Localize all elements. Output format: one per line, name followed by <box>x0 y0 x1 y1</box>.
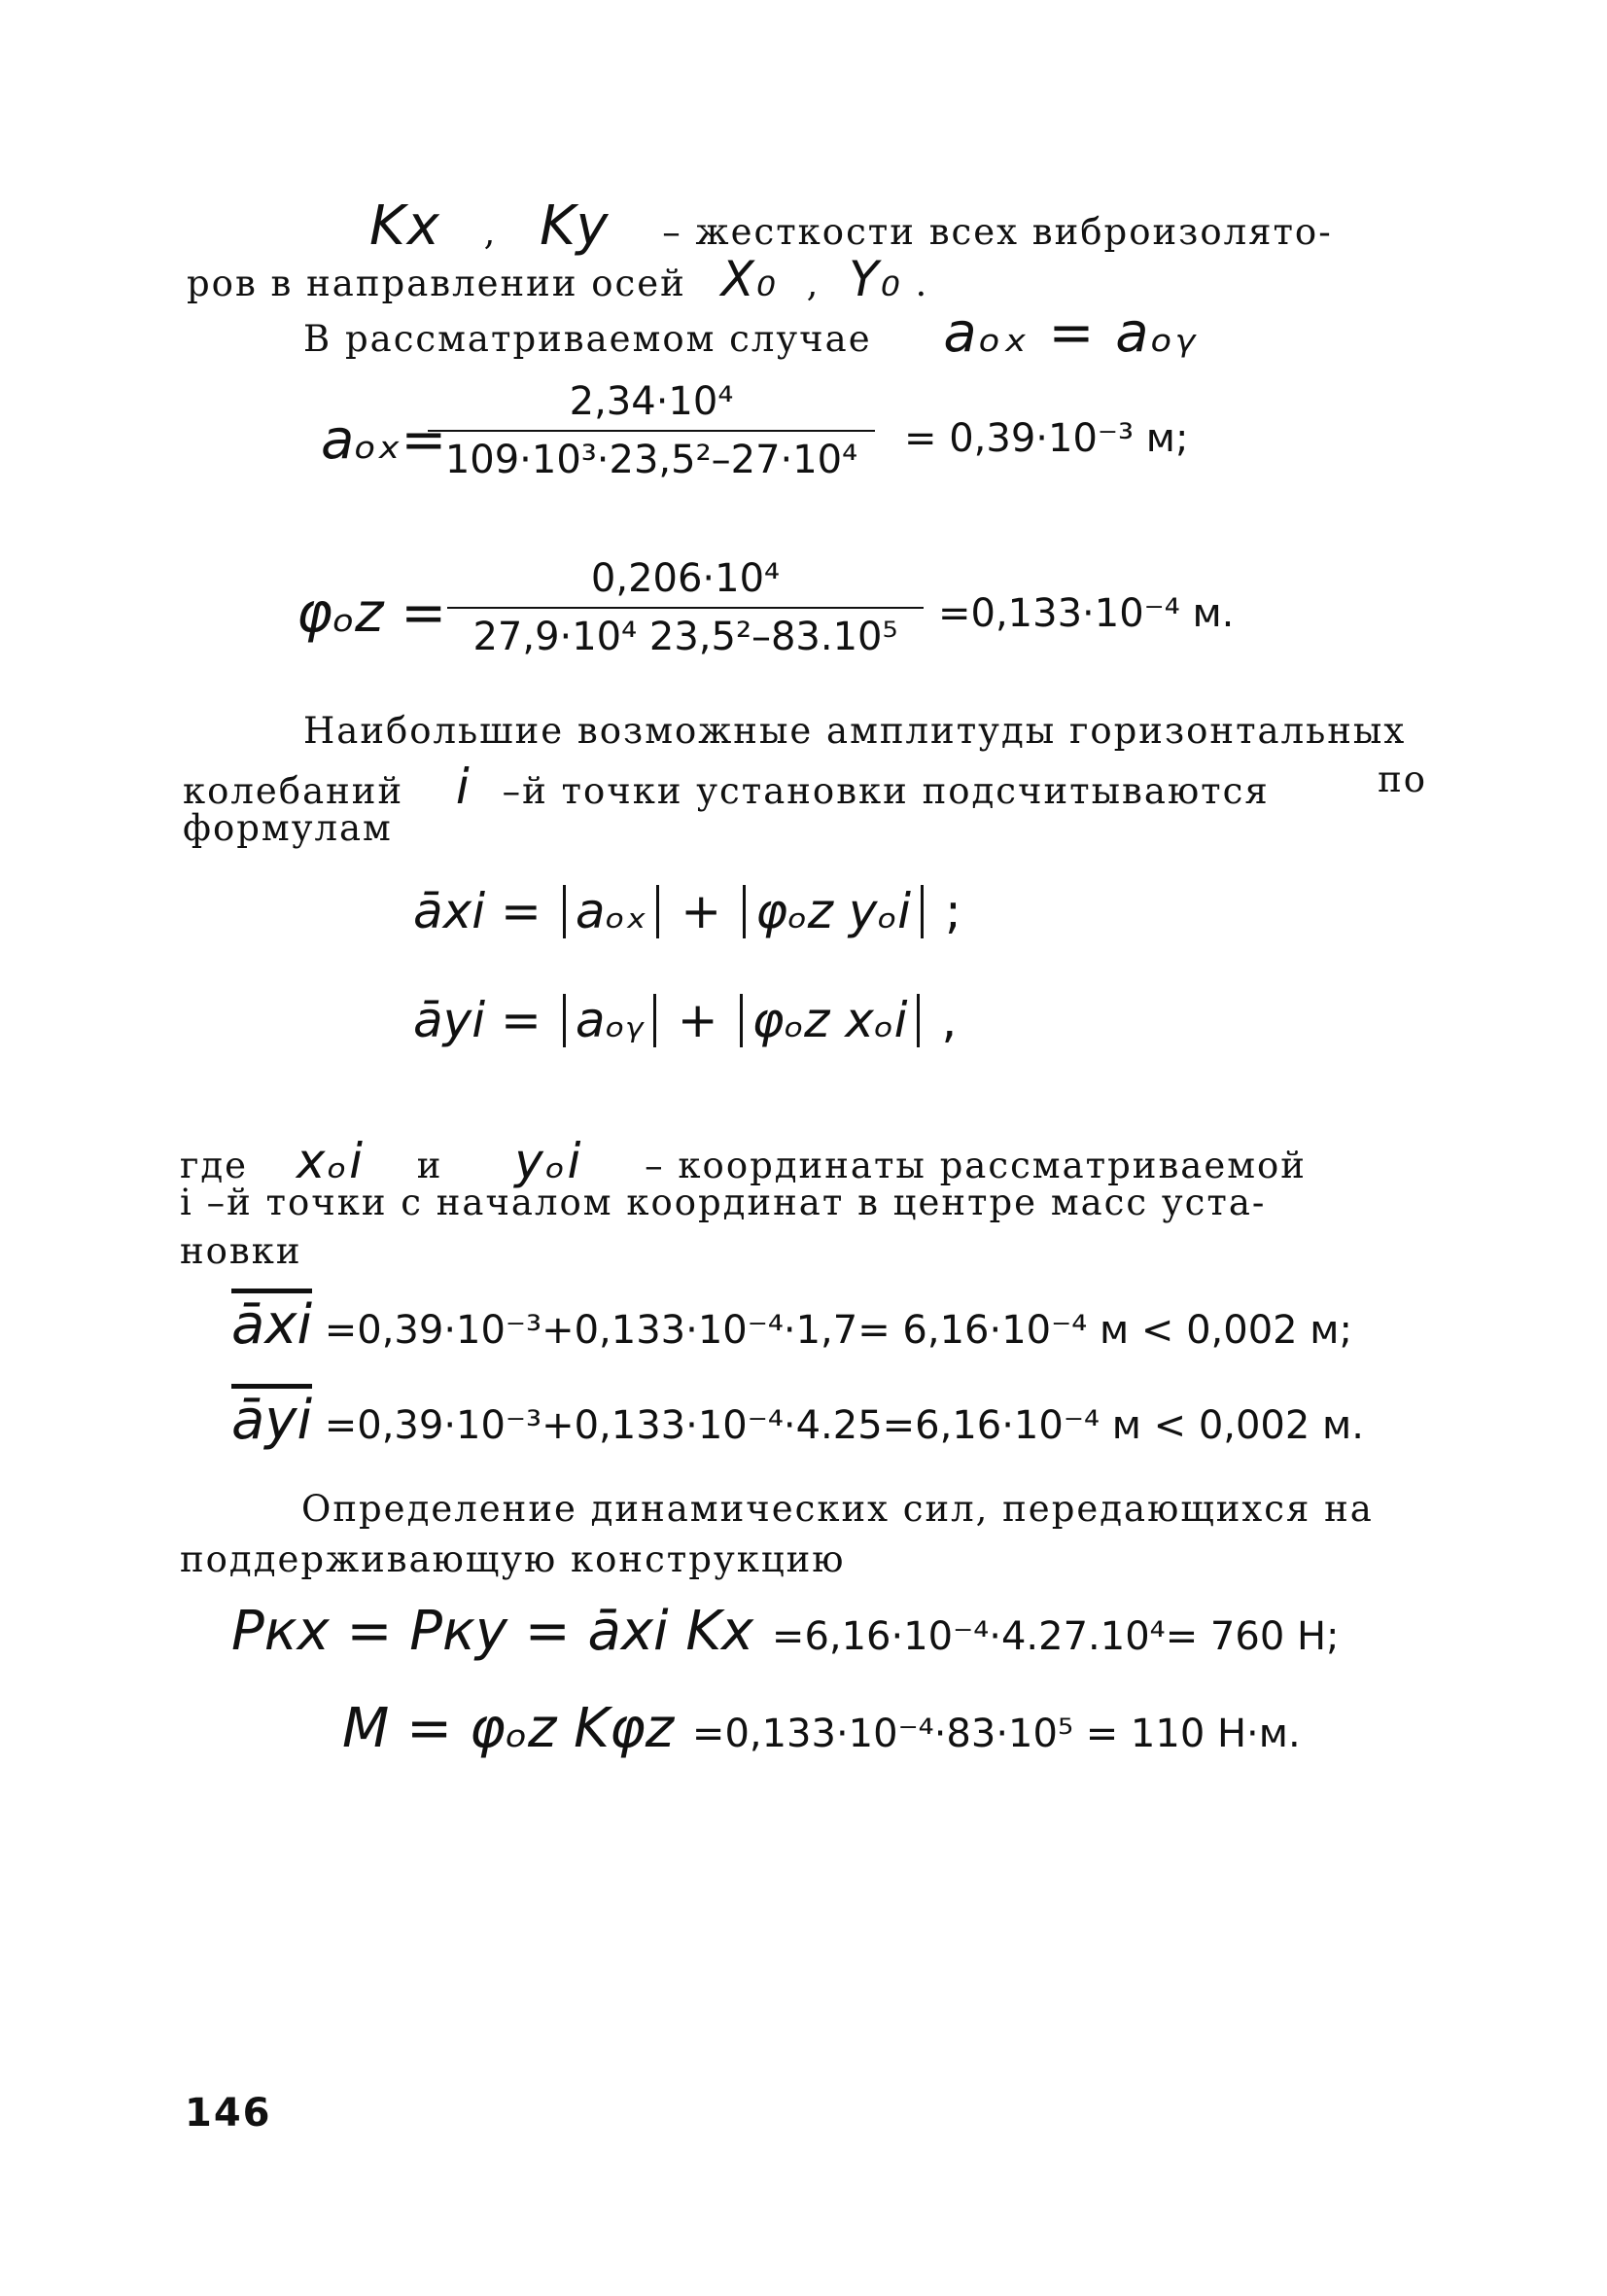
eq-phi-lhs: φₒz = <box>297 582 447 645</box>
eq-aox-fraction <box>428 379 875 482</box>
line-3-formula: aₒₓ = aₒᵧ <box>943 301 1198 365</box>
eq-aox-result: = 0,39·10⁻³ м; <box>904 416 1189 461</box>
eq-aox-lhs: aₒₓ= <box>321 408 447 472</box>
formula-axi: āxi = aₒₓ + φₒz yₒi ; <box>413 883 961 939</box>
formula-ayi: āyi = aₒᵧ + φₒz xₒi , <box>413 992 958 1048</box>
moment-equation: M = φₒz Kφz =0,133·10⁻⁴·83·10⁵ = 110 Н·м. <box>342 1697 1301 1760</box>
para-2-line-3: новки <box>180 1230 302 1272</box>
line-3-text: В рассматриваемом случае <box>303 318 872 360</box>
calc-ayi: $\overline{āyi} =0,39\cdot 10^{-3}+0,133\cdot 10^{-4}\cdot 4.25=6,16\cdot 10^{-4}$ м < 0,002 м. <box>231 1389 1364 1452</box>
eq-phi-numerator: 0,206·10⁴ <box>447 556 924 609</box>
para-2-line-2: i –й точки с началом координат в центре масс уста- <box>180 1182 1267 1223</box>
para-1-line-2: колебаний i –й точки установки подсчитываются по <box>183 759 1427 815</box>
period: . <box>915 263 929 304</box>
stiffness-ky: Ky <box>540 194 611 258</box>
force-equation: Pкx = Pкy = āxi Kx =6,16·10⁻⁴·4.27.10⁴= 760 Н; <box>231 1600 1340 1663</box>
separator: , <box>483 211 498 253</box>
separator: , <box>806 263 821 304</box>
eq-aox-denominator: 109·10³·23,5²–27·10⁴ <box>444 438 858 482</box>
eq-aox-numerator: 2,34·10⁴ <box>428 379 875 432</box>
page-number: 146 <box>185 2091 272 2136</box>
eq-phi-fraction <box>447 556 924 659</box>
line-3 <box>303 301 1198 365</box>
para-1-line-1: Наибольшие возможные амплитуды горизонтальных <box>303 710 1407 752</box>
line-1-text: – жесткости всех виброизолято- <box>662 211 1333 253</box>
para-1-line-3: формулам <box>183 807 393 849</box>
axis-y0: Y₀ <box>849 251 902 307</box>
line-2 <box>187 251 928 307</box>
eq-phi-denominator: 27,9·10⁴ 23,5²–83.10⁵ <box>472 615 898 659</box>
stiffness-kx: Kx <box>369 194 441 258</box>
calc-axi: $\overline{āxi} =0,39\cdot 10^{-3}+0,133\cdot 10^{-4}\cdot 1,7= 6,16\cdot 10^{-4}$ м < 0,002 м; <box>231 1293 1352 1357</box>
para-3-line-1: Определение динамических сил, передающихся на <box>301 1488 1374 1530</box>
line-2-text: ров в направлении осей <box>187 263 686 304</box>
para-3-line-2: поддерживающую конструкцию <box>180 1538 846 1580</box>
axis-x0: X₀ <box>720 251 778 307</box>
line-1 <box>369 194 1333 258</box>
eq-phi-result: =0,133·10⁻⁴ м. <box>938 591 1235 636</box>
para-2-line-1: где xₒi и yₒi – координаты рассматриваемой <box>180 1133 1307 1189</box>
